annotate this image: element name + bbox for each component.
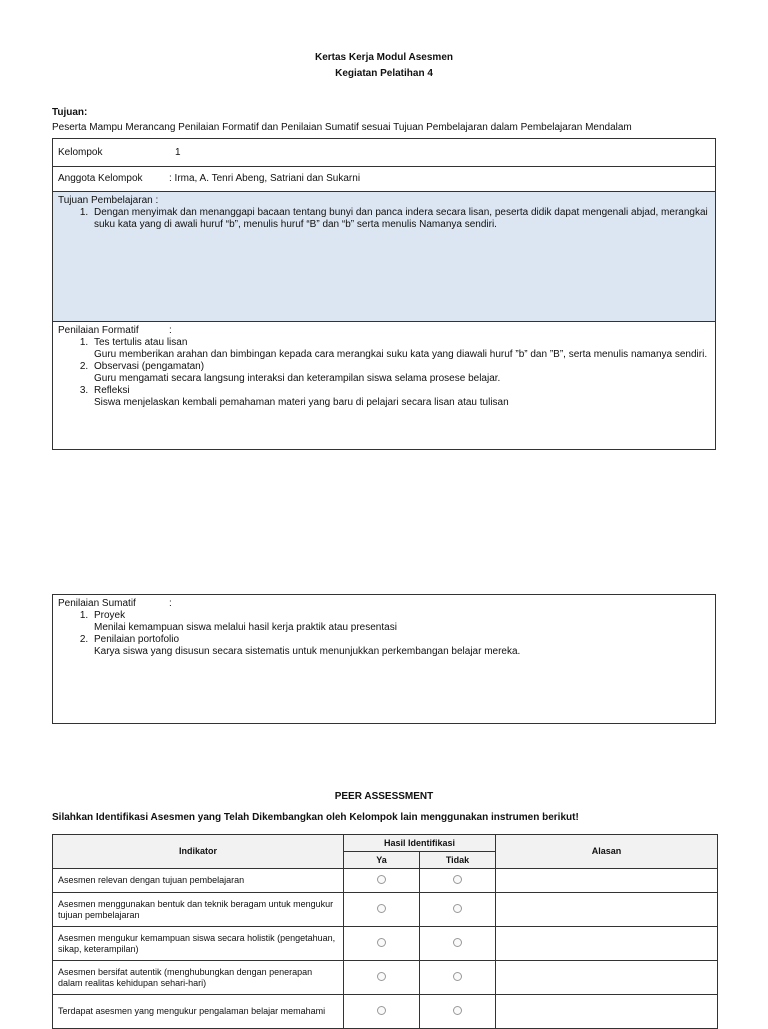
document-subtitle: Kegiatan Pelatihan 4 <box>335 68 433 79</box>
ya-radio[interactable] <box>377 875 386 884</box>
peer-assessment-instruction: Silahkan Identifikasi Asesmen yang Telah Dikembangkan oleh Kelompok lain menggunakan instrumen berikut! <box>52 812 579 823</box>
tidak-cell <box>420 995 496 1029</box>
ya-radio[interactable] <box>377 904 386 913</box>
alasan-cell[interactable] <box>496 869 718 893</box>
table-row <box>53 869 718 893</box>
sumatif-item-desc: Karya siswa yang disusun secara sistematis untuk menunjukkan perkembangan belajar mereka. <box>94 646 521 657</box>
peer-assessment-table <box>52 834 718 1029</box>
ya-cell <box>344 961 420 995</box>
peer-assessment-title: PEER ASSESSMENT <box>334 791 434 802</box>
indikator-cell: Asesmen menggunakan bentuk dan teknik beragam untuk mengukur tujuan pembelajaran <box>53 893 344 927</box>
table-row <box>53 995 718 1029</box>
formatif-item-desc: Guru mengamati secara langsung interaksi dan keterampilan siswa selama prosese belajar. <box>94 373 501 384</box>
sumatif-item-title: 1. Proyek <box>94 610 126 621</box>
ya-cell <box>344 927 420 961</box>
table-row <box>53 893 718 927</box>
tidak-radio[interactable] <box>453 875 462 884</box>
tidak-cell <box>420 961 496 995</box>
formatif-item-title: 2. Observasi (pengamatan) <box>94 361 205 372</box>
indikator-cell: Asesmen relevan dengan tujuan pembelajaran <box>53 869 344 893</box>
formatif-item-desc: Siswa menjelaskan kembali pemahaman materi yang baru di pelajari secara lisan atau tulisan <box>94 397 509 408</box>
ya-cell <box>344 995 420 1029</box>
formatif-item-title: 1. Tes tertulis atau lisan <box>94 337 188 348</box>
header-indikator: Indikator <box>53 835 344 869</box>
sumatif-item <box>91 610 710 634</box>
tidak-radio[interactable] <box>453 938 462 947</box>
ya-radio[interactable] <box>377 938 386 947</box>
tujuan-pembelajaran-section <box>53 191 715 321</box>
formatif-item <box>91 385 710 409</box>
tidak-radio[interactable] <box>453 1006 462 1015</box>
formatif-item <box>91 361 710 385</box>
tidak-radio[interactable] <box>453 904 462 913</box>
table-row <box>53 961 718 995</box>
formatif-section <box>53 321 715 450</box>
indikator-cell: Asesmen mengukur kemampuan siswa secara holistik (pengetahuan, sikap, keterampilan) <box>53 927 344 961</box>
anggota-row <box>53 166 715 191</box>
indikator-cell: Terdapat asesmen yang mengukur pengalaman belajar memahami <box>53 995 344 1029</box>
formatif-item <box>91 337 710 361</box>
kelompok-label: Kelompok <box>58 147 103 158</box>
formatif-label: Penilaian Formatif <box>58 325 139 336</box>
indikator-cell: Asesmen bersifat autentik (menghubungkan dengan penerapan dalam realitas kehidupan sehari-hari) <box>53 961 344 995</box>
sumatif-item <box>91 634 710 658</box>
tidak-cell <box>420 893 496 927</box>
tujuan-pembelajaran-label: Tujuan Pembelajaran : <box>58 195 159 206</box>
alasan-cell[interactable] <box>496 927 718 961</box>
ya-cell <box>344 869 420 893</box>
tidak-cell <box>420 927 496 961</box>
tidak-radio[interactable] <box>453 972 462 981</box>
header-tidak: Tidak <box>420 852 496 869</box>
tujuan-label: Tujuan: <box>52 107 88 118</box>
sumatif-label: Penilaian Sumatif <box>58 598 136 609</box>
sumatif-item-desc: Menilai kemampuan siswa melalui hasil kerja praktik atau presentasi <box>94 622 397 633</box>
header-alasan: Alasan <box>496 835 718 869</box>
ya-radio[interactable] <box>377 972 386 981</box>
ya-radio[interactable] <box>377 1006 386 1015</box>
tujuan-pembelajaran-item: 1. Dengan menyimak dan menanggapi bacaan tentang bunyi dan panca indera secara lisan, peserta didik dapat mengenali abjad, merangkai suku kata yang di awali huruf “b”, menulis huruf “B” dan “b” serta menulis Namanya sendiri. <box>91 207 710 231</box>
formatif-item-title: 3. Refleksi <box>94 385 130 396</box>
formatif-item-desc: Guru memberikan arahan dan bimbingan kepada cara merangkai suku kata yang diawali huruf ”b” dan ”B”, serta menulis namanya sendiri. <box>94 349 708 360</box>
anggota-value: : Irma, A. Tenri Abeng, Satriani dan Sukarni <box>169 173 361 184</box>
sumatif-section <box>52 594 716 724</box>
alasan-cell[interactable] <box>496 893 718 927</box>
tidak-cell <box>420 869 496 893</box>
document-title: Kertas Kerja Modul Asesmen <box>314 52 453 63</box>
alasan-cell[interactable] <box>496 961 718 995</box>
tujuan-text: Peserta Mampu Merancang Penilaian Formatif dan Penilaian Sumatif sesuai Tujuan Pembelajaran dalam Pembelajaran Mendalam <box>52 122 632 133</box>
formatif-colon: : <box>169 325 172 336</box>
kelompok-value: 1 <box>175 147 181 158</box>
info-box <box>52 138 716 450</box>
header-hasil-identifikasi: Hasil Identifikasi <box>344 835 496 852</box>
alasan-cell[interactable] <box>496 995 718 1029</box>
ya-cell <box>344 893 420 927</box>
kelompok-row <box>53 139 715 166</box>
header-ya: Ya <box>344 852 420 869</box>
table-row <box>53 927 718 961</box>
sumatif-item-title: 2. Penilaian portofolio <box>94 634 180 645</box>
sumatif-colon: : <box>169 598 172 609</box>
anggota-label: Anggota Kelompok <box>58 173 143 184</box>
